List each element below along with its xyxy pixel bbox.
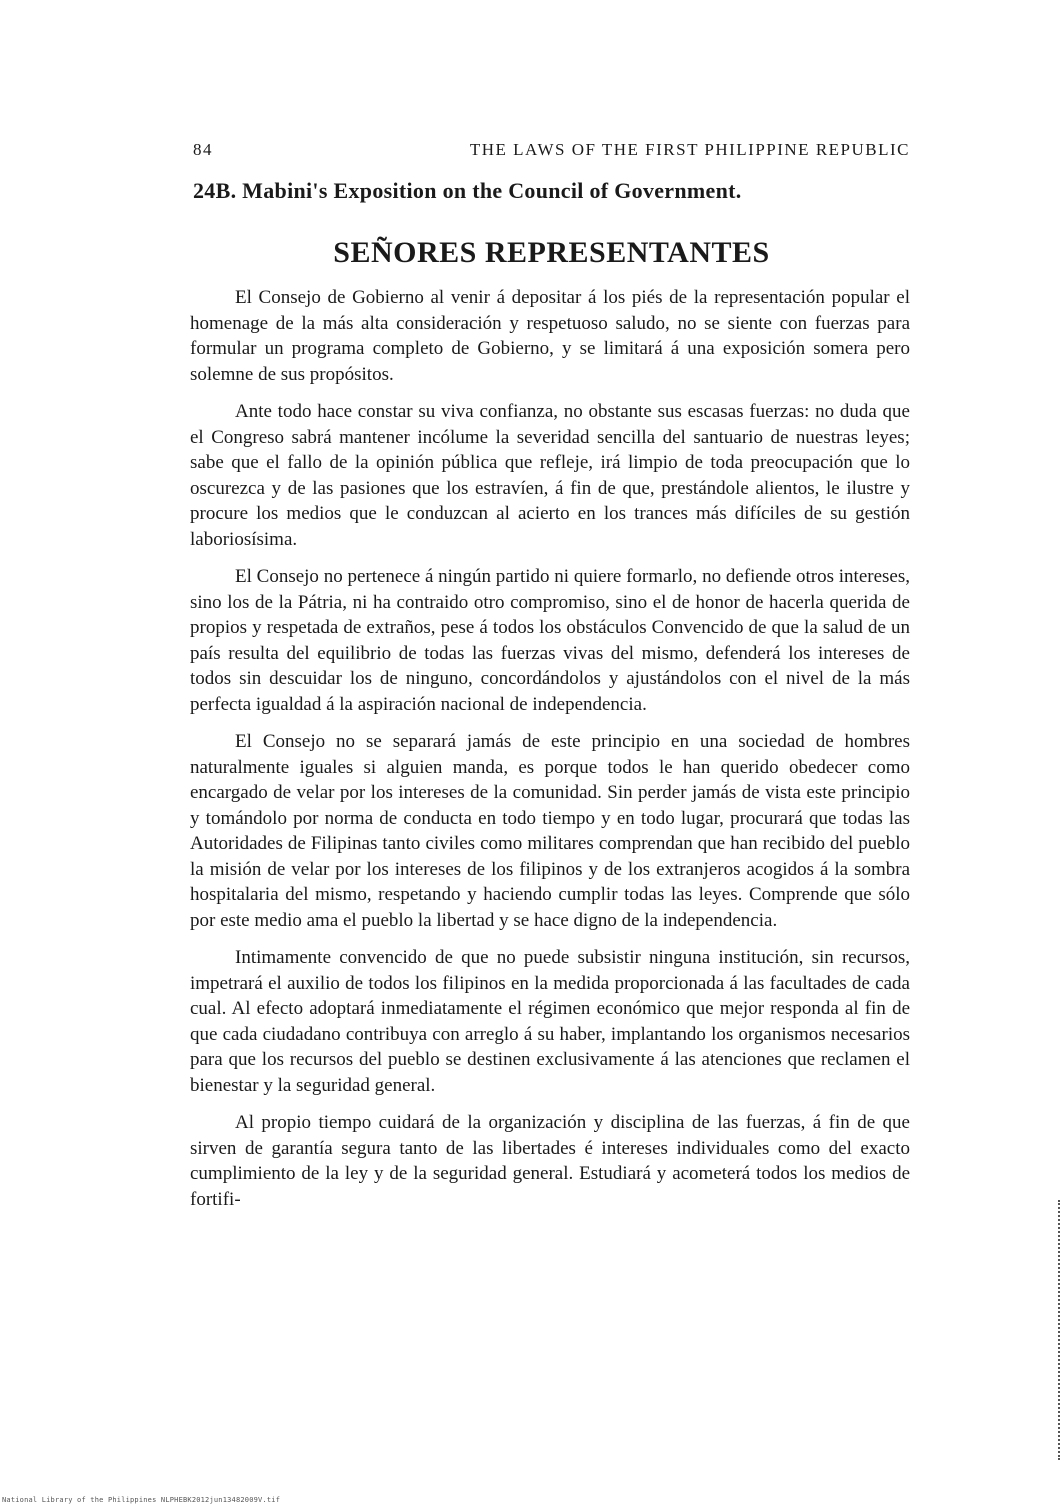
scan-edge-artifact <box>1056 1200 1060 1460</box>
address-heading: SEÑORES REPRESENTANTES <box>333 236 770 269</box>
paragraph-6: Al propio tiempo cuidará de la organización y disciplina de las fuerzas, á fin de que sirven de garantía segura tanto de las libertades é intereses individuales como del exacto cumplimiento de la ley y de la seguridad general. Estudiará y acometerá todos los medios de fortifi- <box>190 1112 910 1210</box>
running-header <box>193 136 910 166</box>
scan-source-note: National Library of the Philippines NLPHEBK2012jun13482009V.tif <box>2 1496 281 1504</box>
paragraph-3: El Consejo no pertenece á ningún partido ni quiere formarlo, no defiende otros intereses, sino los de la Pátria, ni ha contraido otro compromiso, sino el de honor de hacerla querida de propios y respetada de extraños, pese á todos los obstáculos Convencido de que la salud de un país resulta del equilibrio de todas las fuerzas vivas del mismo, defenderá los intereses de todos sin descuidar los de ninguno, concordándolos y ajustándolos con el nivel de la más perfecta igualdad á la aspiración nacional de independencia. <box>190 566 910 715</box>
paragraph-4: El Consejo no se separará jamás de este principio en una sociedad de hombres naturalmente iguales si alguien manda, es porque todos le han querido obedecer como encargado de velar por los intereses de la comunidad. Sin perder jamás de vista este principio y tomándolo por norma de conducta en todo tiempo y en todo lugar, procurará que todas las Autoridades de Filipinas tanto civiles como militares comprendan que han recibido del pueblo la misión de velar por los intereses de los filipinos y de los extranjeros acogidos á la sombra hospitalaria del mismo, respetando y haciendo cumplir todas las leyes. Comprende que sólo por este medio ama el pueblo la libertad y se hace digno de la independencia. <box>190 731 910 931</box>
section-title: 24B. Mabini's Exposition on the Council of Government. <box>193 178 742 203</box>
paragraph-1: El Consejo de Gobierno al venir á depositar á los piés de la representación popular el homenage de la más alta consideración y respetuoso saludo, no se siente con fuerzas para formular un programa completo de Gobierno, y se limitará á una exposición somera pero solemne de sus propósitos. <box>190 287 910 385</box>
page-number: 84 <box>193 140 213 159</box>
body-text <box>190 285 910 1224</box>
paragraph-5: Intimamente convencido de que no puede subsistir ninguna institución, sin recursos, impetrará el auxilio de todos los filipinos en la medida proporcionada á las facultades de cada cual. Al efecto adoptará inmediatamente el régimen económico que mejor responda al fin de que cada ciudadano contribuya con arreglo á su haber, implantando los organismos necesarios para que los recursos del pueblo se destinen exclusivamente á las atenciones que reclamen el bienestar y la seguridad general. <box>190 947 910 1096</box>
running-title: THE LAWS OF THE FIRST PHILIPPINE REPUBLIC <box>469 140 910 159</box>
paragraph-2: Ante todo hace constar su viva confianza, no obstante sus escasas fuerzas: no duda que el Congreso sabrá mantener incólume la severidad sencilla del santuario de nuestras leyes; sabe que el fallo de la opinión pública que refleje, irá limpio de toda preocupación que lo oscurezca y de las pasiones que los estravíen, á fin de que, prestándole alientos, le ilustre y procure los medios que le conduzcan al acierto en los trances más difíciles de su gestión laboriosísima. <box>190 401 910 550</box>
